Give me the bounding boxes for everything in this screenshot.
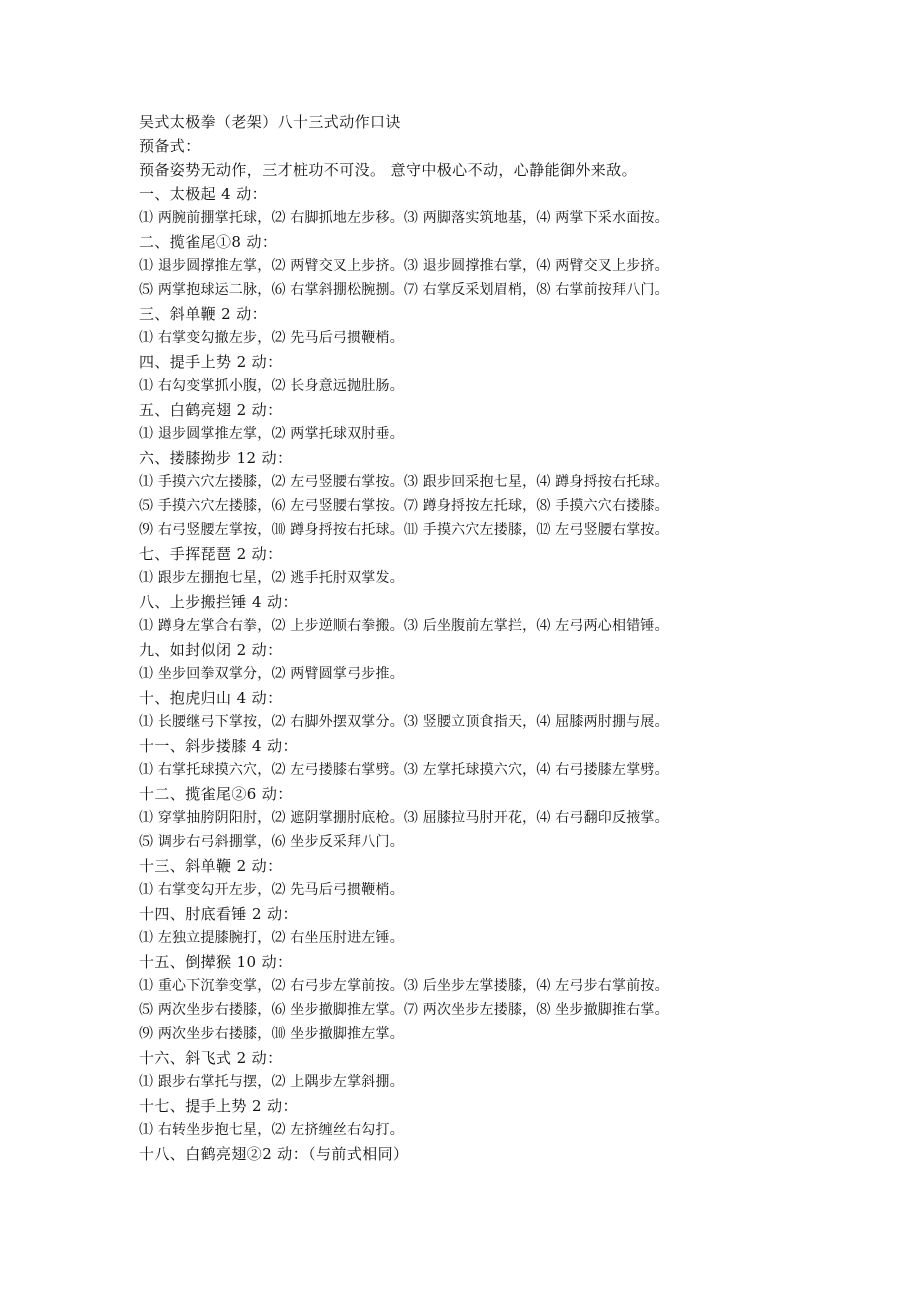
section-heading: 七、手挥琵琶 2 动： bbox=[139, 545, 283, 563]
movement-line: ⑴ 退步圆撑推左掌，⑵ 两臂交叉上步挤。⑶ 退步圆撑推右掌，⑷ 两臂交叉上步挤。 bbox=[139, 258, 669, 274]
section-heading: 三、斜单鞭 2 动： bbox=[139, 305, 268, 323]
movement-line: ⑴ 退步圆掌推左掌，⑵ 两掌托球双肘垂。 bbox=[139, 426, 404, 442]
movement-line: ⑴ 蹲身左掌合右拳，⑵ 上步逆顺右拳搬。⑶ 后坐腹前左掌拦，⑷ 左弓两心相错锤。 bbox=[139, 618, 669, 634]
movement-line: ⑸ 手摸六穴左搂膝，⑹ 左弓竖腰右掌按。⑺ 蹲身捋按左托球，⑻ 手摸六穴右搂膝。 bbox=[139, 498, 669, 514]
section-heading: 十五、倒撵猴 10 动： bbox=[139, 953, 293, 971]
document-title: 吴式太极拳（老架）八十三式动作口诀 bbox=[139, 113, 401, 131]
section-heading: 十、抱虎归山 4 动： bbox=[139, 689, 283, 707]
section-heading: 十七、提手上势 2 动： bbox=[139, 1097, 298, 1115]
movement-line: ⑴ 跟步右掌托与摆，⑵ 上隅步左掌斜掤。 bbox=[139, 1074, 404, 1090]
section-heading: 十一、斜步搂膝 4 动： bbox=[139, 737, 298, 755]
movement-line: ⑴ 两腕前掤掌托球，⑵ 右脚抓地左步移。⑶ 两脚落实筑地基，⑷ 两掌下采水面按。 bbox=[139, 210, 669, 226]
section-heading: 五、白鹤亮翅 2 动： bbox=[139, 401, 283, 419]
section-heading: 十六、斜飞式 2 动： bbox=[139, 1049, 283, 1067]
movement-line: ⑴ 重心下沉拳变掌，⑵ 右弓步左掌前按。⑶ 后坐步左掌搂膝，⑷ 左弓步右掌前按。 bbox=[139, 978, 669, 994]
movement-line: ⑴ 右转坐步抱七星，⑵ 左挤缠丝右勾打。 bbox=[139, 1122, 404, 1138]
movement-line: ⑴ 坐步回拳双掌分，⑵ 两臂圆掌弓步推。 bbox=[139, 666, 404, 682]
section-heading: 八、上步搬拦锤 4 动： bbox=[139, 593, 298, 611]
section-heading: 十二、揽雀尾②6 动： bbox=[139, 785, 293, 803]
section-heading: 一、太极起 4 动： bbox=[139, 185, 268, 203]
section-heading: 二、揽雀尾①8 动： bbox=[139, 233, 278, 251]
section-heading: 十八、白鹤亮翅②2 动：（与前式相同） bbox=[139, 1145, 409, 1163]
movement-line: ⑴ 长腰继弓下掌按，⑵ 右脚外摆双掌分。⑶ 竖腰立顶食指天，⑷ 屈膝两肘掤与展。 bbox=[139, 714, 669, 730]
movement-line: ⑴ 左独立提膝腕打，⑵ 右坐压肘进左锤。 bbox=[139, 930, 404, 946]
movement-line: ⑴ 穿掌抽胯阴阳肘，⑵ 遮阴掌掤肘底枪。⑶ 屈膝拉马肘开花，⑷ 右弓翻印反掖掌。 bbox=[139, 810, 669, 826]
section-heading: 十三、斜单鞭 2 动： bbox=[139, 857, 283, 875]
text-line: 预备姿势无动作，三才桩功不可没。 意守中极心不动，心静能御外来敌。 bbox=[139, 161, 637, 179]
movement-line: ⑴ 跟步左掤抱七星，⑵ 逃手托肘双掌发。 bbox=[139, 570, 404, 586]
movement-line: ⑸ 调步右弓斜掤掌，⑹ 坐步反采拜八门。 bbox=[139, 834, 404, 850]
movement-line: ⑴ 右勾变掌抓小腹，⑵ 长身意远抛肚肠。 bbox=[139, 378, 404, 394]
section-heading: 十四、肘底看锤 2 动： bbox=[139, 905, 298, 923]
movement-line: ⑼ 两次坐步右搂膝，⑽ 坐步撤脚推左掌。 bbox=[139, 1026, 404, 1042]
section-heading: 六、搂膝拗步 12 动： bbox=[139, 449, 293, 467]
section-heading: 四、提手上势 2 动： bbox=[139, 353, 283, 371]
section-heading: 预备式： bbox=[139, 137, 201, 155]
movement-line: ⑴ 右掌变勾开左步，⑵ 先马后弓掼鞭梢。 bbox=[139, 882, 404, 898]
movement-line: ⑼ 右弓竖腰左掌按，⑽ 蹲身捋按右托球。⑾ 手摸六穴左搂膝，⑿ 左弓竖腰右掌按。 bbox=[139, 522, 669, 538]
movement-line: ⑸ 两掌抱球运二脉，⑹ 右掌斜掤松腕捌。⑺ 右掌反采划眉梢，⑻ 右掌前按拜八门。 bbox=[139, 282, 669, 298]
document-body bbox=[139, 110, 779, 1166]
movement-line: ⑴ 手摸六穴左搂膝，⑵ 左弓竖腰右掌按。⑶ 跟步回采抱七星，⑷ 蹲身捋按右托球。 bbox=[139, 474, 669, 490]
movement-line: ⑴ 右掌托球摸六穴，⑵ 左弓搂膝右掌劈。⑶ 左掌托球摸六穴，⑷ 右弓搂膝左掌劈。 bbox=[139, 762, 669, 778]
section-heading: 九、如封似闭 2 动： bbox=[139, 641, 283, 659]
movement-line: ⑸ 两次坐步右搂膝，⑹ 坐步撤脚推左掌。⑺ 两次坐步左搂膝，⑻ 坐步撤脚推右掌。 bbox=[139, 1002, 669, 1018]
movement-line: ⑴ 右掌变勾撤左步，⑵ 先马后弓掼鞭梢。 bbox=[139, 330, 404, 346]
